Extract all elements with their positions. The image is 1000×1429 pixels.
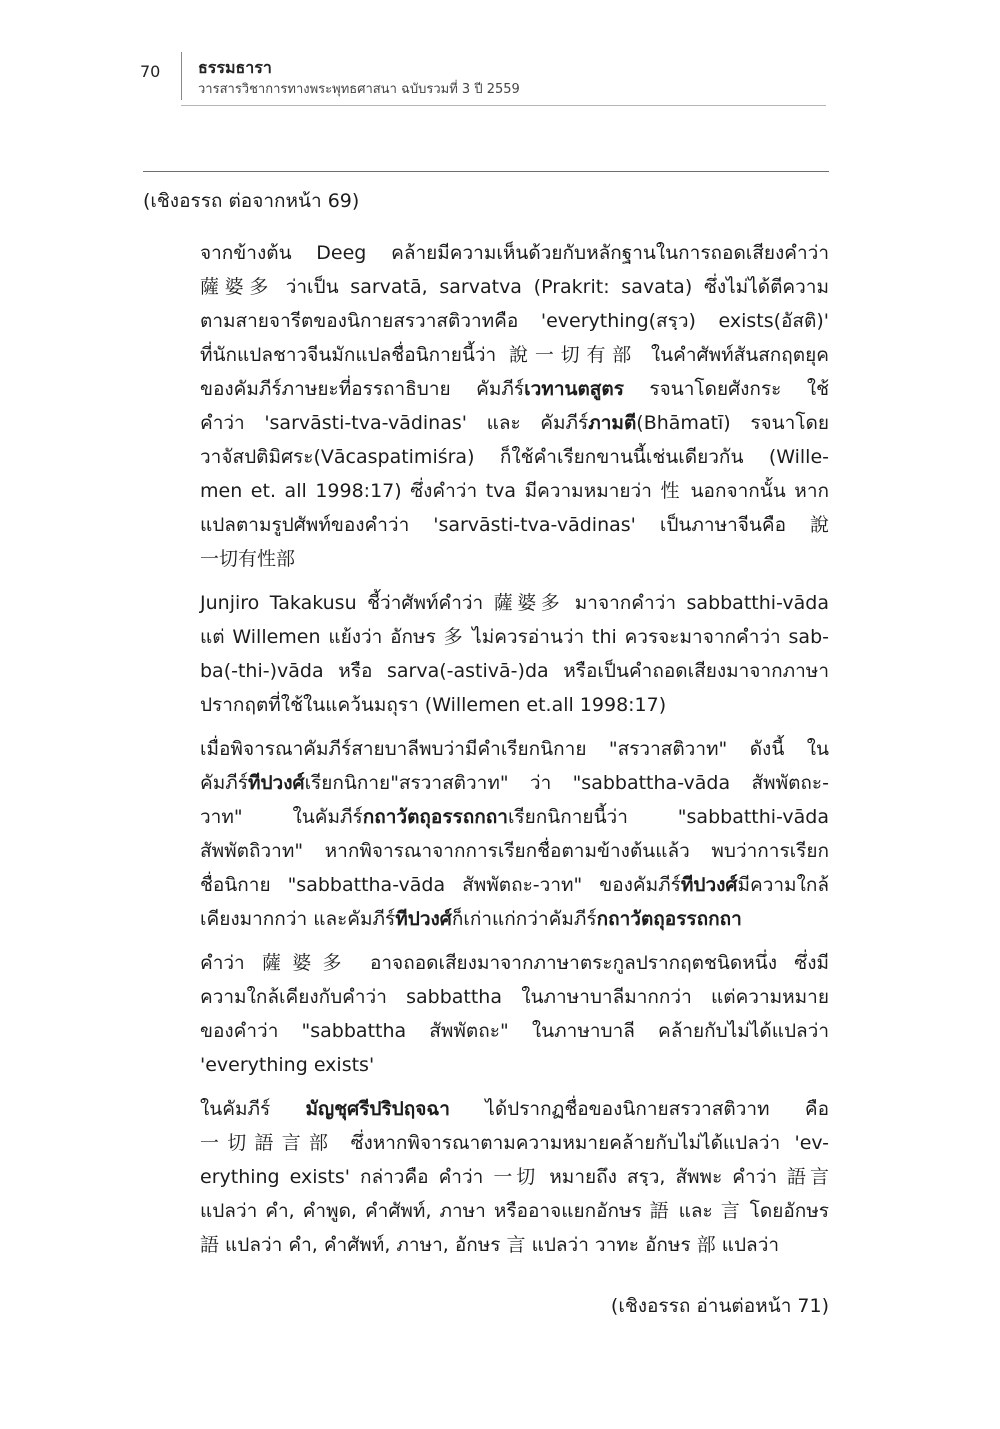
text-line — [200, 508, 829, 542]
text-run: erything exists' กล่าวคือ คำว่า 一切 หมายถึง สรฺว, สัพพะ คำว่า 語言 — [200, 1166, 829, 1188]
text-run: ของคำว่า "sabbattha สัพพัตถะ" ในภาษาบาลี คล้ายกับไม่ได้แปลว่า — [200, 1020, 829, 1042]
text-run: ได้ปรากฏชื่อของนิกายสรวาสติวาท คือ — [449, 1098, 829, 1120]
text-run: ของคัมภีร์ภาษยะที่อรรถาธิบาย คัมภีร์ — [200, 378, 525, 400]
text-line — [200, 542, 829, 576]
text-line — [200, 980, 829, 1014]
text-line — [200, 1092, 829, 1126]
text-run: ความใกล้เคียงกับคำว่า sabbattha ในภาษาบาลีมากกว่า แต่ความหมาย — [200, 986, 829, 1008]
paragraph — [200, 1092, 829, 1262]
text-line — [200, 620, 829, 654]
text-run: เคียงมากกว่า และคัมภีร์ — [200, 908, 396, 930]
text-run: มีความใกล้ — [737, 874, 829, 896]
text-run: เมื่อพิจารณาคัมภีร์สายบาลีพบว่ามีคำเรียกนิกาย "สรวาสติวาท" ดังนี้ ใน — [200, 738, 829, 760]
text-run: 'everything exists' — [200, 1054, 375, 1076]
page-number: 70 — [140, 62, 161, 81]
text-line — [200, 236, 829, 270]
footnote-continued-from: (เชิงอรรถ ต่อจากหน้า 69) — [143, 190, 360, 212]
journal-title: ธรรมธารา — [198, 58, 272, 77]
text-run: แปลตามรูปศัพท์ของคำว่า 'sarvāsti-tva-vādinas' เป็นภาษาจีนคือ 說 — [200, 514, 829, 536]
text-line — [200, 654, 829, 688]
footnote-continued-to: (เชิงอรรถ อ่านต่อหน้า 71) — [610, 1295, 829, 1317]
paragraph — [200, 236, 829, 576]
journal-subtitle: วารสารวิชาการทางพระพุทธศาสนา ฉบับรวมที่ 3 ปี 2559 — [198, 82, 520, 97]
paragraph — [200, 946, 829, 1082]
text-run: ชื่อนิกาย "sabbattha-vāda สัพพัตถะ-วาท" ของคัมภีร์ — [200, 874, 681, 896]
text-line — [200, 688, 829, 722]
text-run: แต่ Willemen แย้งว่า อักษร 多 ไม่ควรอ่านว่า thi ควรจะมาจากคำว่า sab- — [200, 626, 829, 648]
text-run: 一切有性部 — [200, 548, 296, 570]
text-line — [200, 1014, 829, 1048]
text-run: คำว่า 'sarvāsti-tva-vādinas' และ คัมภีร์ — [200, 412, 589, 434]
text-run: คัมภีร์ — [200, 772, 248, 794]
text-run: ตามสายจารีตของนิกายสรวาสติวาทคือ 'everything(สรฺว) exists(อัสติ)' — [200, 310, 829, 332]
footnote-separator — [143, 171, 829, 172]
header-divider-vertical — [181, 52, 182, 100]
header-divider-horizontal — [181, 105, 826, 106]
text-run: ปรากฤตที่ใช้ในแคว้นมถุรา (Willemen et.all 1998:17) — [200, 694, 667, 716]
text-line — [200, 1048, 829, 1082]
text-line — [200, 338, 829, 372]
text-run: วาจัสปติมิศระ(Vācaspatimiśra) ก็ใช้คำเรียกขานนี้เช่นเดียวกัน (Wille- — [200, 446, 829, 468]
text-line — [200, 406, 829, 440]
text-run: 語 แปลว่า คำ, คำศัพท์, ภาษา, อักษร 言 แปลว่า วาทะ อักษร 部 แปลว่า — [200, 1234, 780, 1256]
bold-term: กถาวัตถุอรรถกถา — [362, 806, 508, 828]
footnote-body — [200, 236, 829, 1272]
text-line — [200, 440, 829, 474]
text-line — [200, 800, 829, 834]
text-run: วาท" ในคัมภีร์ — [200, 806, 363, 828]
text-line — [200, 1228, 829, 1262]
text-run: ก็เก่าแก่กว่าคัมภีร์ — [451, 908, 597, 930]
bold-term: ทีปวงศ์ — [680, 874, 738, 896]
text-run: ba(-thi-)vāda หรือ sarva(-astivā-)da หรือเป็นคำถอดเสียงมาจากภาษา — [200, 660, 829, 682]
text-line — [200, 902, 829, 936]
text-run: men et. all 1998:17) ซึ่งคำว่า tva มีความหมายว่า 性 นอกจากนั้น หาก — [200, 480, 829, 502]
text-line — [200, 946, 829, 980]
text-run: Junjiro Takakusu ชี้ว่าศัพท์คำว่า 薩婆多 มาจากคำว่า sabbatthi-vāda — [200, 592, 829, 614]
paragraph — [200, 732, 829, 936]
text-run: 薩婆多 ว่าเป็น sarvatā, sarvatva (Prakrit: savata) ซึ่งไม่ได้ตีความ — [200, 276, 829, 298]
text-line — [200, 474, 829, 508]
bold-term: เวทานตสูตร — [524, 378, 624, 400]
text-line — [200, 868, 829, 902]
text-line — [200, 304, 829, 338]
text-line — [200, 1126, 829, 1160]
text-line — [200, 270, 829, 304]
text-line — [200, 834, 829, 868]
text-run: (Bhāmatī) รจนาโดย — [636, 412, 829, 434]
text-run: เรียกนิกายนี้ว่า "sabbatthi-vāda — [507, 806, 829, 828]
text-run: 一切語言部 ซึ่งหากพิจารณาตามความหมายคล้ายกับไม่ได้แปลว่า 'ev- — [200, 1132, 829, 1154]
bold-term: มัญชุศรีปริปฤจฉา — [305, 1098, 450, 1120]
text-line — [200, 586, 829, 620]
text-run: ที่นักแปลชาวจีนมักแปลชื่อนิกายนี้ว่า 說一切有部 ในคำศัพท์สันสกฤตยุค — [200, 344, 829, 366]
bold-term: ทีปวงศ์ — [395, 908, 452, 930]
text-run: คำว่า 薩婆多 อาจถอดเสียงมาจากภาษาตระกูลปรากฤตชนิดหนึ่ง ซึ่งมี — [200, 952, 829, 974]
text-line — [200, 732, 829, 766]
text-run: เรียกนิกาย"สรวาสติวาท" ว่า "sabbattha-vāda สัพพัตถะ- — [304, 772, 829, 794]
text-run: ในคัมภีร์ — [200, 1098, 306, 1120]
text-run: แปลว่า คำ, คำพูด, คำศัพท์, ภาษา หรืออาจแยกอักษร 語 และ 言 โดยอักษร — [200, 1200, 829, 1222]
bold-term: ทีปวงศ์ — [247, 772, 305, 794]
text-line — [200, 1194, 829, 1228]
text-line — [200, 766, 829, 800]
bold-term: กถาวัตถุอรรถกถา — [596, 908, 742, 930]
bold-term: ภามตี — [588, 412, 637, 434]
text-run: รจนาโดยศังกระ ใช้ — [623, 378, 829, 400]
text-run: จากข้างต้น Deeg คล้ายมีความเห็นด้วยกับหลักฐานในการถอดเสียงคำว่า — [200, 242, 829, 264]
text-line — [200, 372, 829, 406]
text-run: สัพพัตถิวาท" หากพิจารณาจากการเรียกชื่อตามข้างต้นแล้ว พบว่าการเรียก — [200, 840, 829, 862]
text-line — [200, 1160, 829, 1194]
paragraph — [200, 586, 829, 722]
